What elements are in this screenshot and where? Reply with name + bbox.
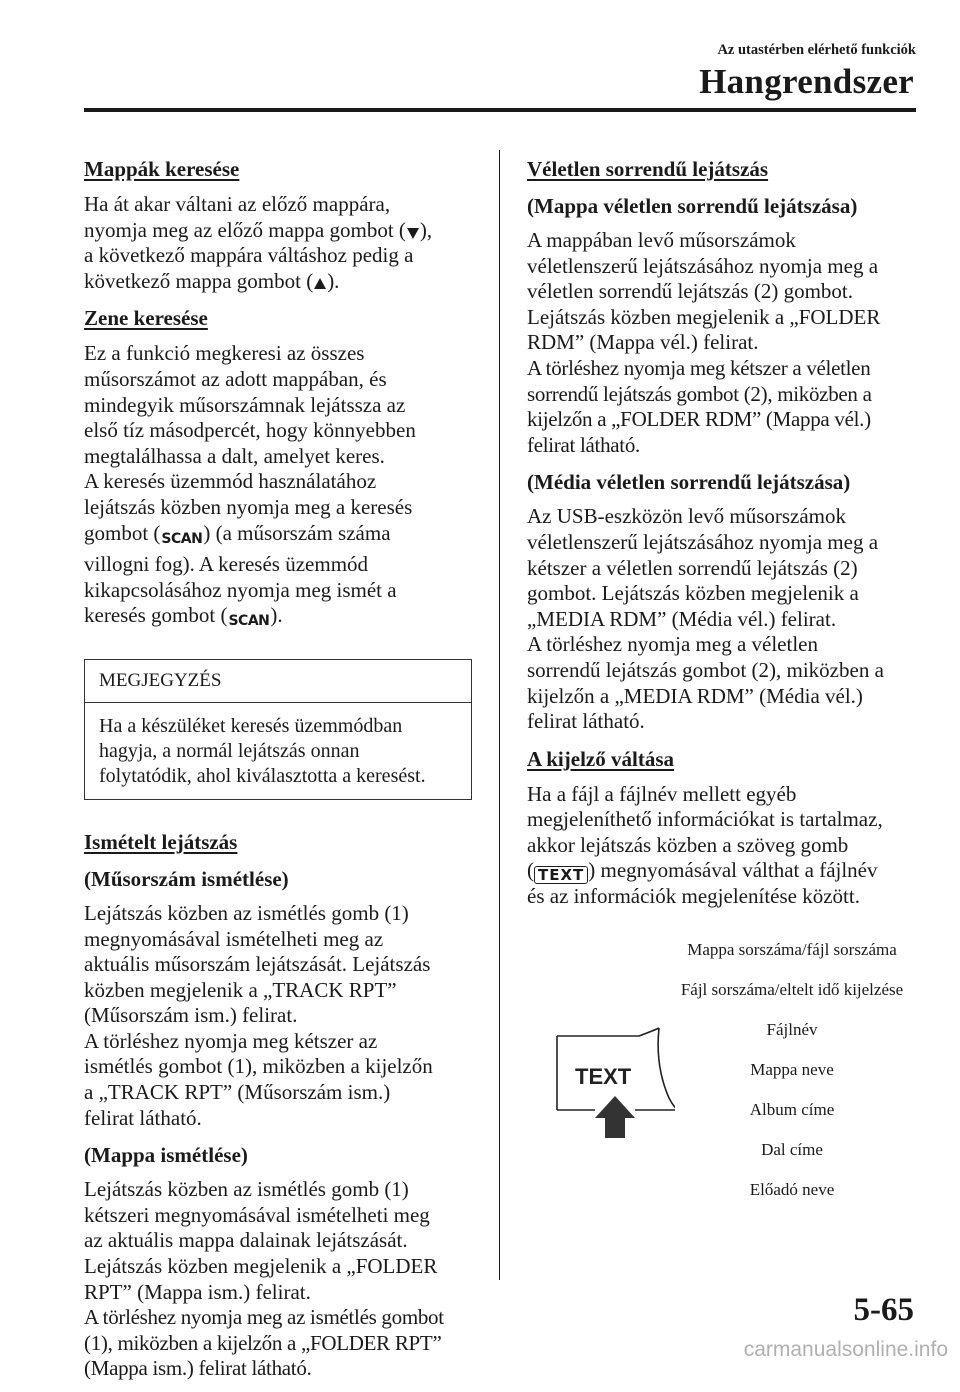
column-divider	[499, 150, 500, 1280]
folder-search-text: Ha át akar váltani az előző mappára, nyomja meg az előző mappa gombot ( ), a következő mappára váltáshoz pedig a következő mappa gombot ( ).	[84, 192, 433, 293]
scan-icon: SCAN	[228, 613, 270, 630]
diagram-item: Előadó neve	[749, 1180, 835, 1199]
section-title-folder-search: Mappák keresése	[84, 157, 240, 181]
subtitle-folder-repeat: (Mappa ismétlése)	[84, 1143, 248, 1168]
diagram-item: Dal címe	[761, 1140, 823, 1159]
diagram-item: Fájl sorszáma/eltelt idő kijelzése	[680, 980, 904, 999]
subtitle-folder-random: (Mappa véletlen sorrendű lejátszása)	[527, 194, 858, 218]
diagram-item: Album címe	[749, 1100, 835, 1119]
folder-random-text: A mappában levő műsorszámok véletlenszerű lejátszásához nyomja meg a véletlen sorrendű lejátszás (2) gombot. Lejátszás közben megjelenik a „FOLDER RDM” (Mappa vél.) felirat.	[527, 228, 881, 355]
diagram-item: Mappa sorszáma/fájl sorszáma	[687, 940, 897, 959]
display-cycle-diagram	[527, 930, 919, 1210]
watermark: carmanualsonline.info	[743, 1338, 948, 1361]
diagram-button-label: TEXT	[575, 1064, 632, 1089]
diagram-item: Fájlnév	[766, 1020, 818, 1039]
folder-random-cancel-text: A törléshez nyomja meg kétszer a véletlen sorrendű lejátszás gombot (2), miközben a kijelzőn a „FOLDER RDM” (Mappa vél.) felirat látható.	[527, 355, 872, 457]
section-title-random: Véletlen sorrendű lejátszás	[527, 157, 769, 181]
triangle-down-icon	[406, 226, 420, 240]
display-switch-text: Ha a fájl a fájlnév mellett egyéb megjeleníthető információkat is tartalmaz, akkor lejátszás közben a szöveg gomb ( TEXT ) megnyomásával válthat a fájlnév és az információk megjelenítése között.	[527, 781, 883, 909]
page-number: 5-65	[853, 1292, 914, 1328]
diagram-item: Mappa neve	[750, 1060, 834, 1079]
track-repeat-text: Lejátszás közben az ismétlés gomb (1) megnyomásával ismételheti meg az aktuális műsorszám lejátszását. Lejátszás közben megjelenik a „TRACK RPT” (Műsorszám ism.) felirat. A törléshez nyomja meg kétszer az ismétlés gombot (1), miközben a kijelzőn a „TRACK RPT” (Műsorszám ism.) felirat látható.	[84, 900, 433, 1130]
section-title-music-search: Zene keresése	[84, 306, 208, 331]
text-button-icon: TEXT	[534, 866, 588, 884]
folder-repeat-text: Lejátszás közben az ismétlés gomb (1) kétszeri megnyomásával ismételheti meg az aktuális mappa dalainak lejátszását. Lejátszás közben megjelenik a „FOLDER RPT” (Mappa ism.) felirat.	[84, 1177, 438, 1304]
subtitle-track-repeat: (Műsorszám ismétlése)	[84, 866, 289, 891]
media-random-text: Az USB-eszközön levő műsorszámok véletlenszerű lejátszásához nyomja meg a kétszer a véletlen sorrendű lejátszás (2) gombot. Lejátszás közben megjelenik a „MEDIA RDM” (Média vél.) felirat. A törléshez nyomja meg a véletlen sorrendű lejátszás gombot (2), miközben a kijelzőn a „MEDIA RDM” (Média vél.) felirat látható.	[527, 504, 884, 734]
section-title-display-switch: A kijelző váltása	[527, 746, 674, 771]
folder-repeat-cancel-text: A törléshez nyomja meg az ismétlés gombot (1), miközben a kijelzőn a „FOLDER RPT” (Mappa ism.) felirat látható.	[84, 1305, 444, 1381]
section-title-repeat: Ismételt lejátszás	[84, 829, 238, 854]
note-title: MEGJEGYZÉS	[85, 660, 471, 703]
header-rule	[84, 108, 916, 112]
subtitle-media-random: (Média véletlen sorrendű lejátszása)	[527, 470, 851, 495]
arrow-up-icon	[595, 1096, 635, 1138]
left-column	[84, 155, 474, 1392]
triangle-up-icon	[313, 277, 327, 291]
chapter-subtitle: Az utastérben elérhető funkciók	[717, 42, 916, 58]
note-body: Ha a készüléket keresés üzemmódban hagyja, a normál lejátszás onnan folytatódik, ahol kiválasztotta a keresést.	[99, 714, 426, 787]
note-box	[84, 659, 472, 800]
chapter-title: Hangrendszer	[699, 62, 914, 101]
right-column	[527, 155, 919, 920]
scan-icon: SCAN	[161, 530, 203, 547]
music-search-text: Ez a funkció megkeresi az összes műsorszámot az adott mappában, és mindegyik műsorszámnak lejátssza az első tíz másodpercét, hogy könnyebben megtalálhassa a dalt, amelyet keres. A keresés üzemmód használatához lejátszás közben nyomja meg a keresés gombot (SCAN) (a műsorszám száma villogni fog). A keresés üzemmód kikapcsolásához nyomja meg ismét a keresés gombot (SCAN).	[84, 341, 474, 635]
